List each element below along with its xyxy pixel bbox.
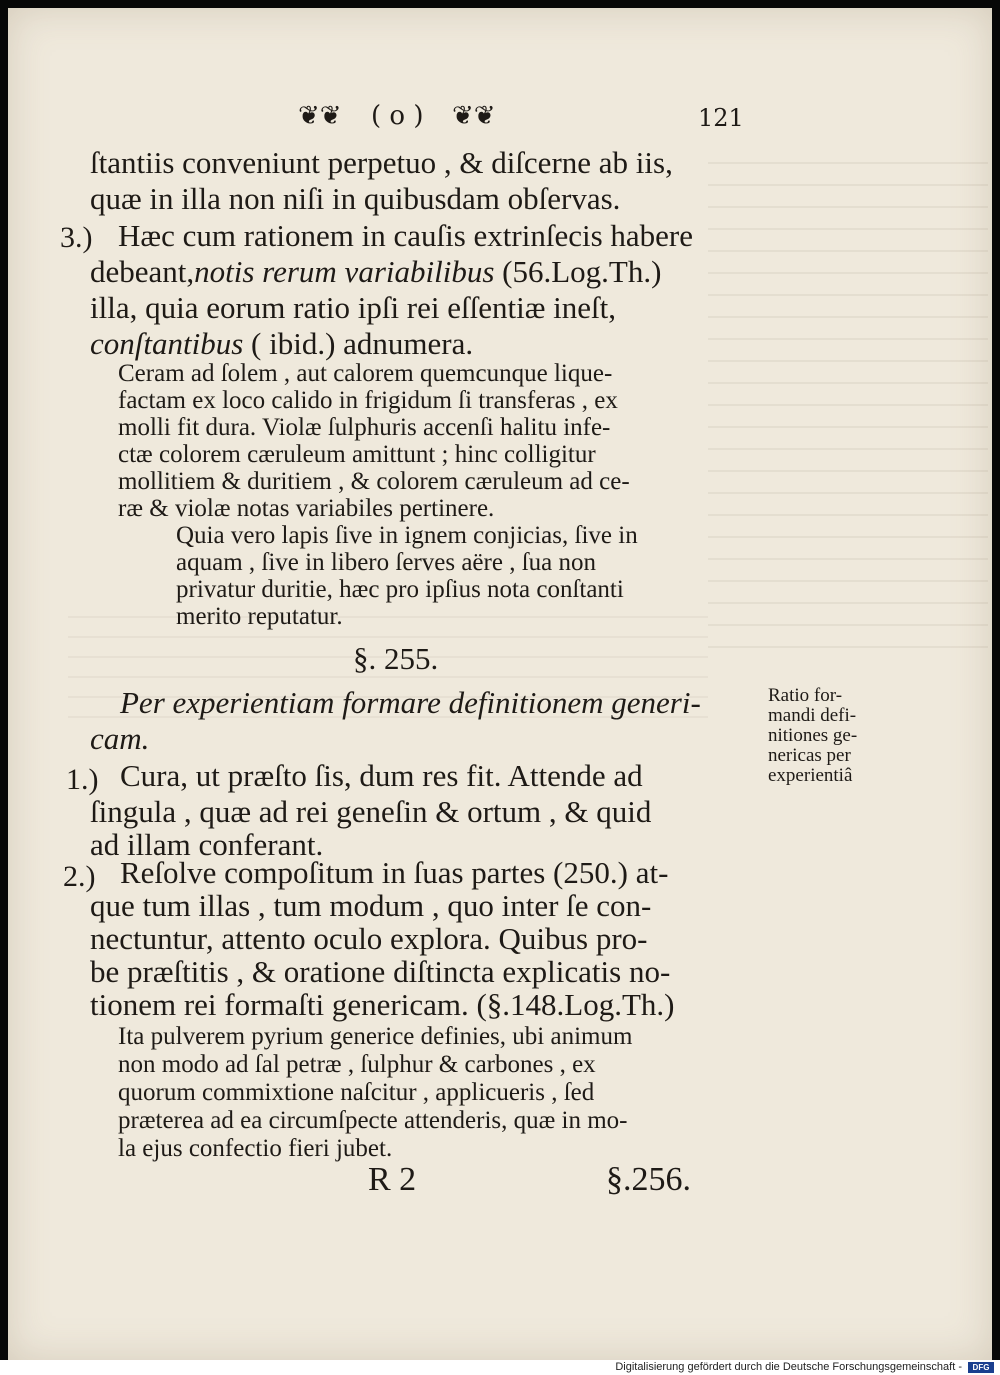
item-1-number: 1.) (66, 763, 99, 796)
example-1-line-6: ræ & violæ notas variabiles pertinere. (118, 495, 495, 522)
section-number: §. 255. (353, 641, 439, 676)
item-3-line-2 (90, 254, 661, 290)
item-2-line-1: Reſolve compoſitum in ſuas partes (250.) at- (120, 855, 669, 890)
body-line-1: ſtantiis conveniunt perpetuo , & diſcerne ab iis, (90, 145, 673, 180)
item-3-number: 3.) (60, 221, 93, 254)
example-1-line-2: factam ex loco calido in frigidum ſi transferas , ex (118, 387, 618, 414)
example-3-line-4: præterea ad ea circumſpecte attenderis, quæ in mo- (118, 1107, 628, 1134)
margin-note (768, 686, 857, 786)
page-number: 121 (698, 104, 744, 132)
book-page (8, 8, 992, 1360)
example-1-line-1: Ceram ad ſolem , aut calorem quemcunque lique- (118, 360, 613, 387)
header-ornament-center: ( o ) (371, 101, 424, 131)
margin-note-line-4: nericas per (768, 745, 851, 766)
example-2-line-2: aquam , ſive in libero ſerves aëre , ſua non (176, 549, 596, 576)
section-title-line-2: cam. (90, 721, 150, 756)
item-3-line-4-suffix: ( ibid.) adnumera. (251, 326, 474, 361)
example-3-line-2: non modo ad ſal petræ , ſulphur & carbones , ex (118, 1051, 596, 1078)
example-2-line-1: Quia vero lapis ſive in ignem conjicias, ſive in (176, 522, 638, 549)
item-1-line-1: Cura, ut præſto ſis, dum res fit. Attende ad (120, 758, 643, 793)
item-3-line-4-italic: conſtantibus (90, 326, 244, 361)
item-2-number: 2.) (63, 860, 96, 893)
margin-note-line-1: Ratio for- (768, 685, 843, 706)
credit-text: Digitalisierung gefördert durch die Deutsche Forschungsgemeinschaft - (615, 1361, 962, 1373)
margin-note-line-2: mandi defi- (768, 705, 857, 726)
signature-mark: R 2 (368, 1161, 417, 1198)
example-2-line-3: privatur duritie, hæc pro ipſius nota conſtanti (176, 576, 624, 603)
item-1-line-3: ad illam conferant. (90, 827, 324, 862)
header-ornament-left: ❦❦ (298, 101, 342, 131)
example-2-line-4: merito reputatur. (176, 603, 343, 630)
margin-note-line-3: nitiones ge- (768, 725, 858, 746)
item-3-line-4 (90, 326, 473, 362)
item-3-line-2-suffix: (56.Log.Th.) (502, 254, 662, 289)
example-1-line-3: molli fit dura. Violæ ſulphuris accenſi halitu infe- (118, 414, 611, 441)
item-1-line-2: ſingula , quæ ad rei geneſin & ortum , & quid (90, 794, 652, 829)
item-2-line-5: tionem rei formaſti genericam. (§.148.Log.Th.) (90, 987, 675, 1022)
item-2-line-4: be præſtitis , & oratione diſtincta explicatis no- (90, 954, 671, 989)
credit-bar (0, 1360, 1000, 1375)
header-ornament-right: ❦❦ (452, 101, 496, 131)
margin-note-line-5: experientiâ (768, 765, 853, 786)
body-line-2: quæ in illa non niſi in quibusdam obſervas. (90, 181, 621, 216)
catchword: §.256. (606, 1161, 691, 1198)
example-3-line-1: Ita pulverem pyrium generice definies, ubi animum (118, 1023, 633, 1050)
dfg-logo[interactable]: DFG (968, 1362, 994, 1373)
example-1-line-5: mollitiem & duritiem , & colorem cæruleum ad ce- (118, 468, 630, 495)
item-2-line-2: que tum illas , tum modum , quo inter ſe con- (90, 888, 652, 923)
item-2-line-3: nectuntur, attento oculo explora. Quibus pro- (90, 921, 648, 956)
example-1-line-4: ctæ colorem cæruleum amittunt ; hinc colligitur (118, 441, 596, 468)
item-3-line-2-prefix: debeant, (90, 254, 195, 289)
item-3-line-3: illa, quia eorum ratio ipſi rei eſſentiæ ineſt, (90, 290, 617, 325)
show-through-right (708, 148, 988, 648)
example-3-line-3: quorum commixtione naſcitur , applicueris , ſed (118, 1079, 595, 1106)
example-3-line-5: la ejus confectio fieri jubet. (118, 1135, 393, 1162)
item-3-line-1: Hæc cum rationem in cauſis extrinſecis habere (118, 218, 694, 253)
item-3-line-2-italic: notis rerum variabilibus (194, 254, 495, 289)
section-title-line-1: Per experientiam formare definitionem generi- (120, 685, 701, 720)
